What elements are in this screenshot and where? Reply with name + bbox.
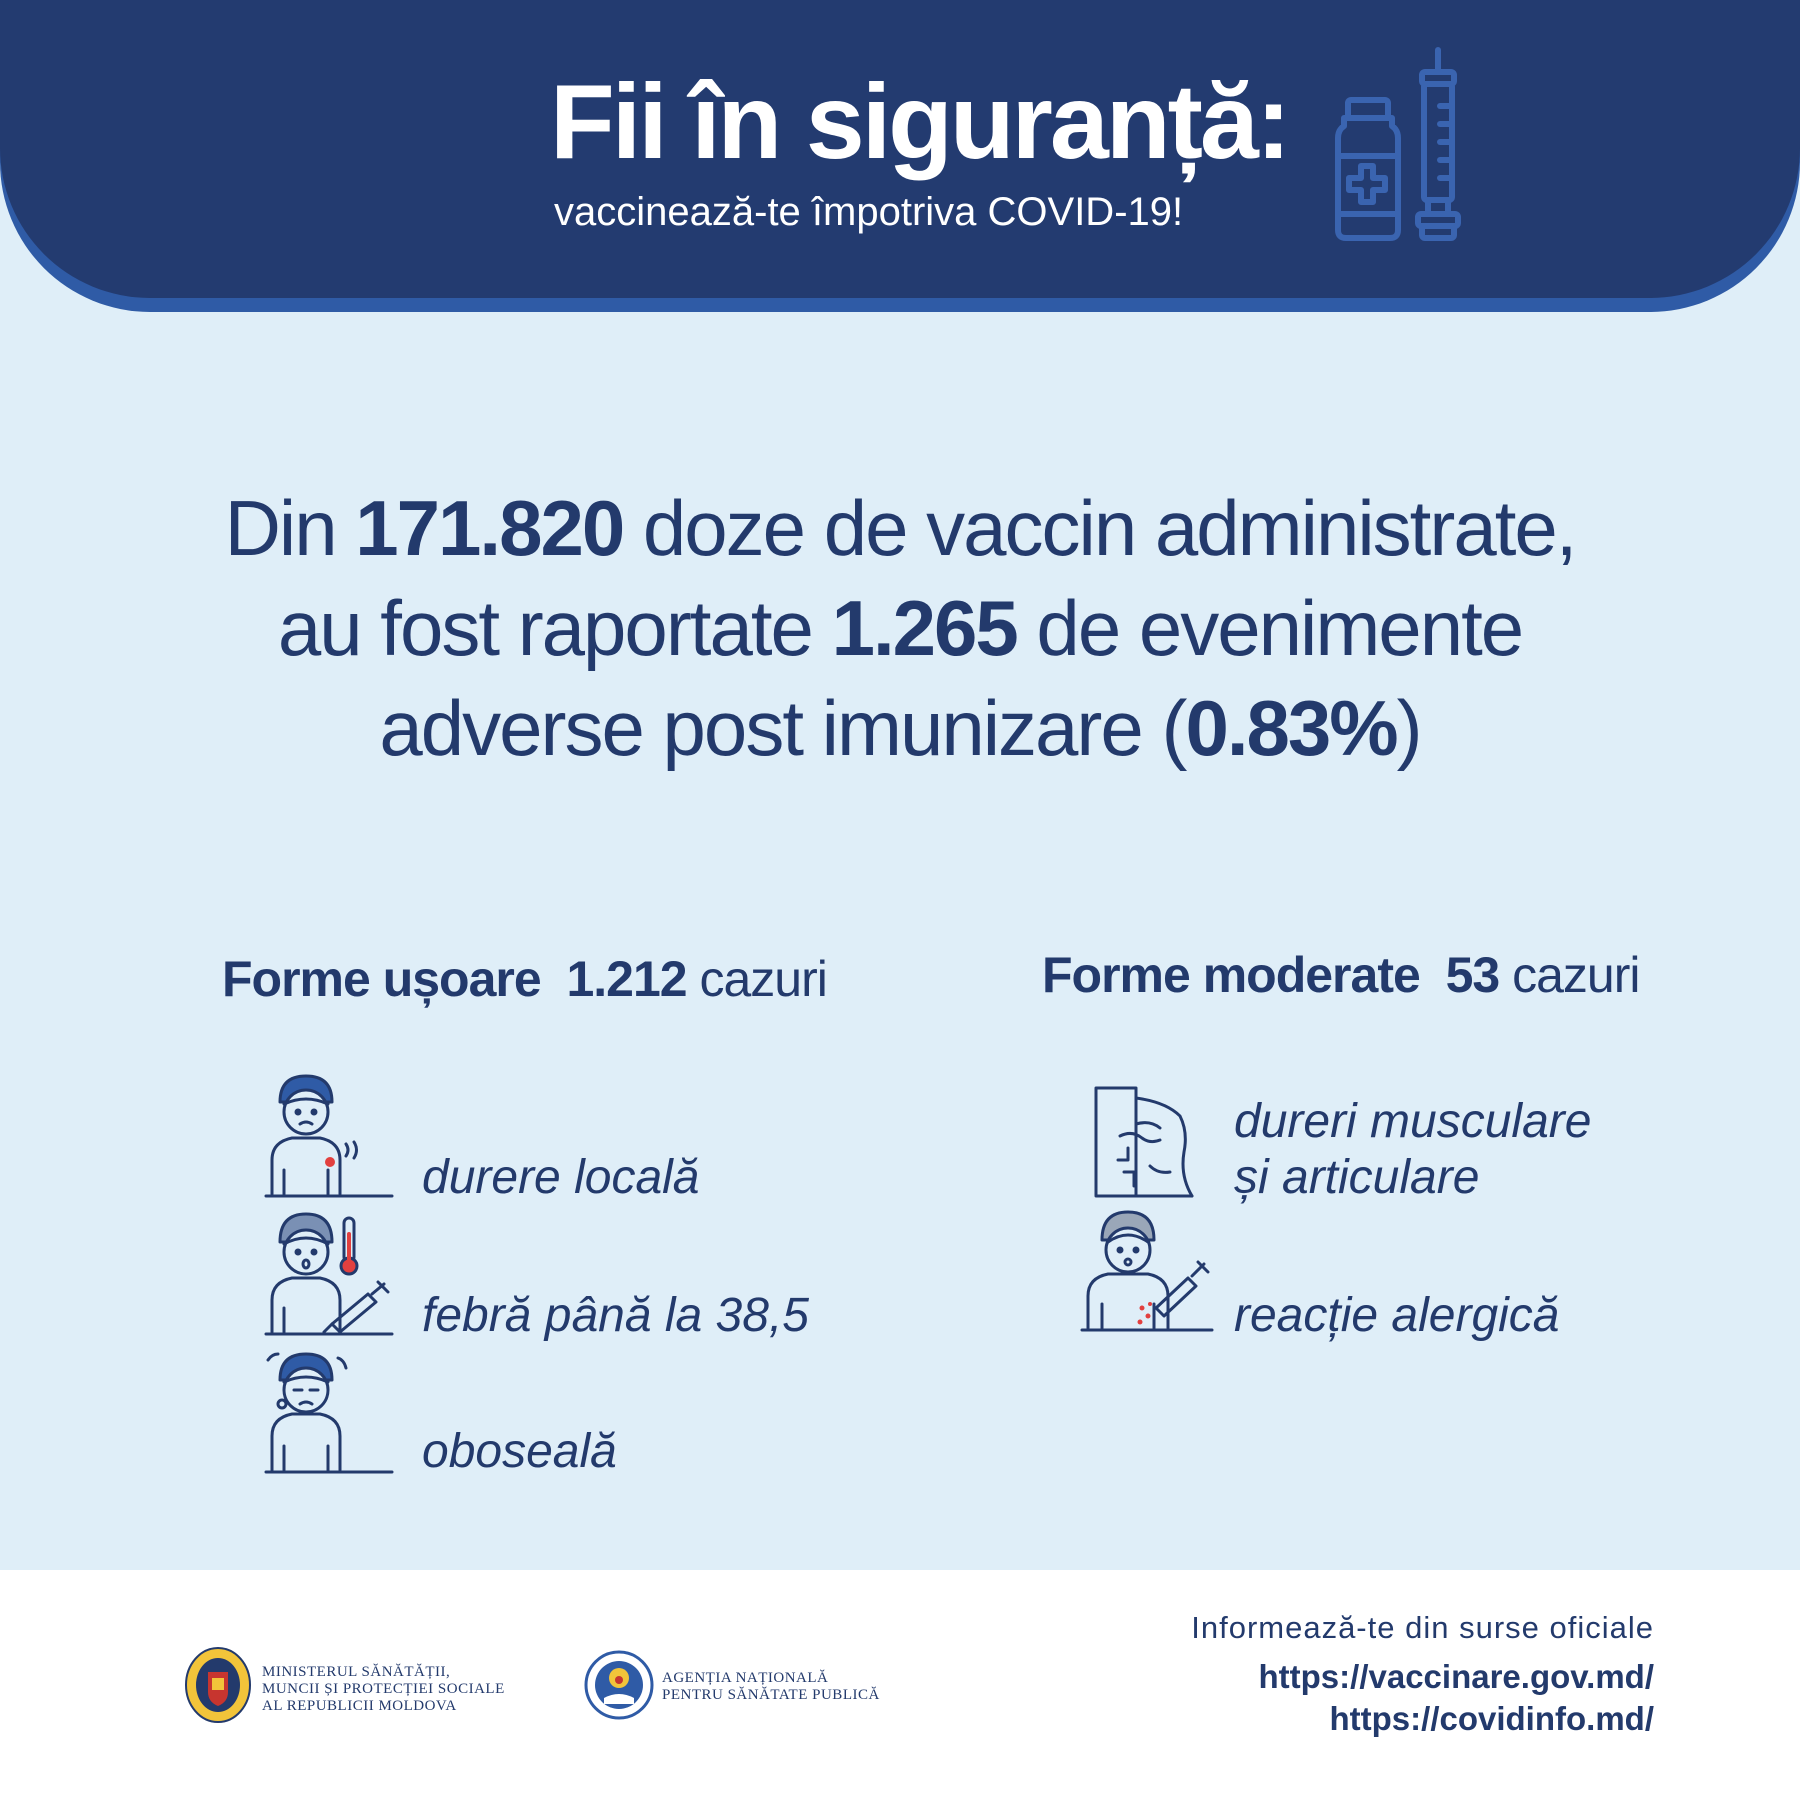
ministry-name: MINISTERUL SĂNĂTĂȚII, MUNCII ȘI PROTECȚIEI SOCIALE AL REPUBLICII MOLDOVA (262, 1664, 505, 1714)
moderate-forms-title: Forme moderate 53 cazuri (1042, 947, 1640, 1003)
headline-line-2: au fost raportate 1.265 de evenimente (277, 584, 1523, 672)
fever-thermometer-icon (262, 1212, 402, 1342)
events-percent: 0.83% (1185, 684, 1397, 772)
events-count: 1.265 (831, 584, 1017, 672)
headline-line-3: adverse post imunizare (0.83%) (379, 684, 1421, 772)
link-vaccinare[interactable]: https://vaccinare.gov.md/ (1258, 1658, 1654, 1695)
mild-forms-title: Forme ușoare 1.212 cazuri (222, 951, 827, 1007)
official-sources-label: Informează-te din surse oficiale (1191, 1610, 1654, 1645)
list-item-allergic-reaction: reacție alergică (1234, 1289, 1560, 1342)
moderate-count: 53 (1445, 947, 1500, 1003)
doses-count: 171.820 (355, 484, 624, 572)
list-item-local-pain: durere locală (422, 1151, 700, 1204)
fatigue-icon (262, 1350, 402, 1480)
list-item-muscle-pain: dureri musculare și articulare (1234, 1095, 1592, 1204)
headline-statement (100, 478, 1700, 778)
injection-site-pain-icon (262, 1074, 402, 1204)
agency-emblem-icon (584, 1650, 654, 1720)
list-item-fatigue: oboseală (422, 1425, 617, 1478)
page-title: Fii în siguranță: (550, 63, 1289, 181)
link-covidinfo[interactable]: https://covidinfo.md/ (1329, 1700, 1654, 1737)
allergic-reaction-icon (1080, 1208, 1220, 1338)
ministry-emblem-icon (184, 1646, 252, 1724)
page-subtitle: vaccinează-te împotriva COVID-19! (554, 190, 1184, 234)
mild-count: 1.212 (566, 951, 687, 1007)
muscle-joint-pain-icon (1090, 1084, 1230, 1214)
headline-line-1: Din 171.820 doze de vaccin administrate, (224, 484, 1576, 572)
list-item-fever: febră până la 38,5 (422, 1289, 809, 1342)
vaccine-vial-syringe-icon (1318, 44, 1478, 244)
agency-name: AGENȚIA NAȚIONALĂ PENTRU SĂNĂTATE PUBLICĂ (662, 1670, 880, 1703)
